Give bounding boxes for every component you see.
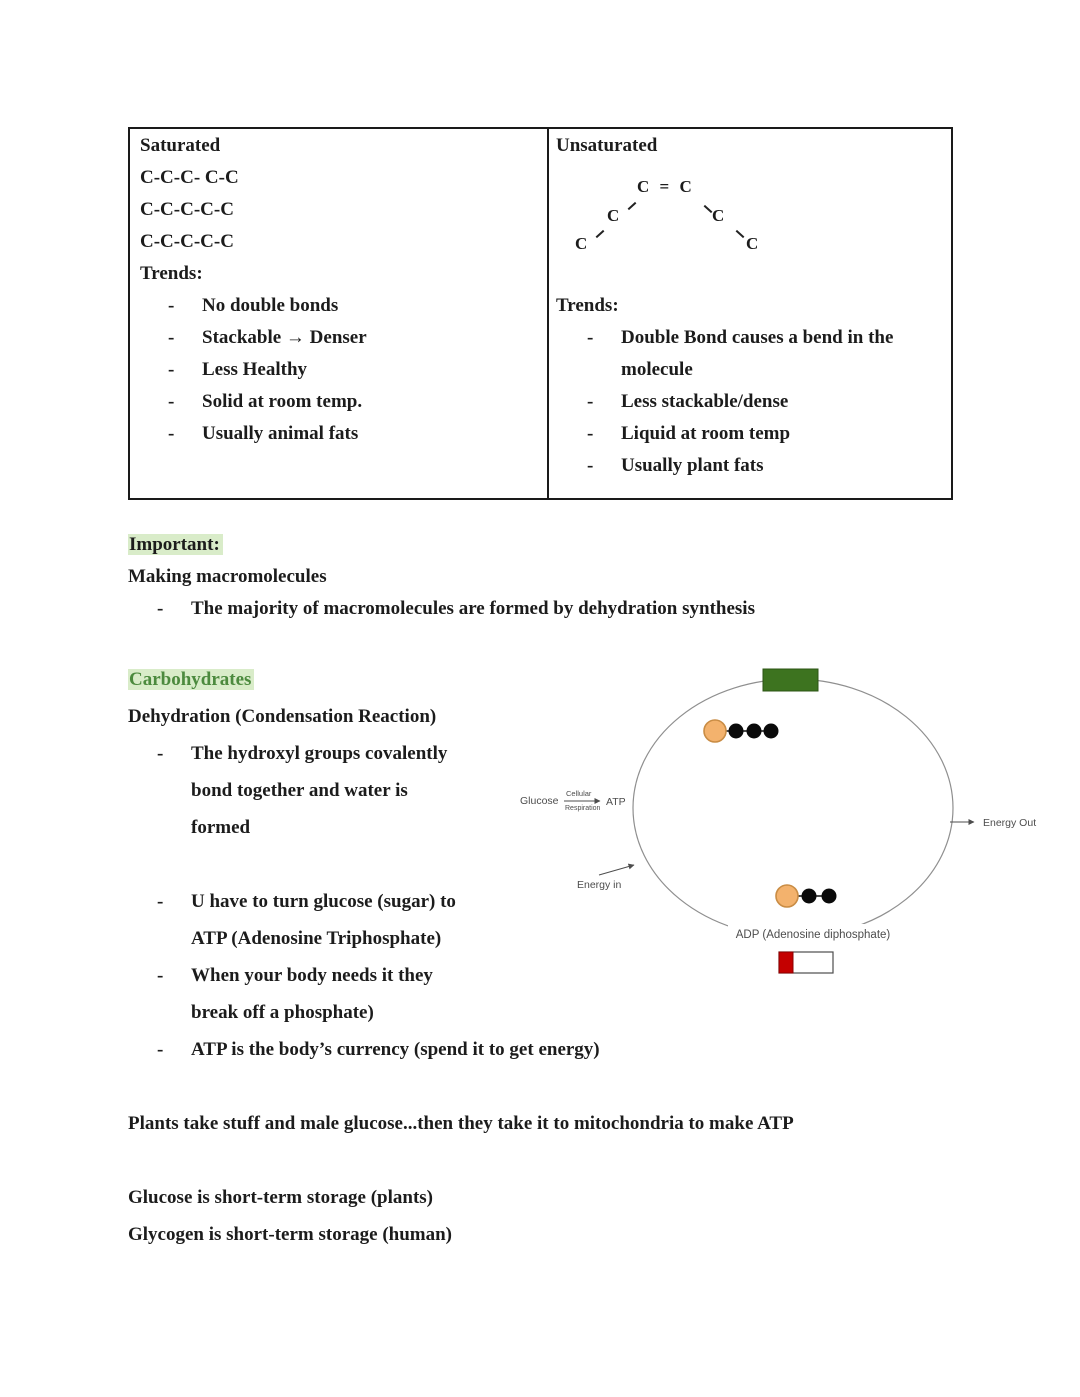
trend-bullet: - Stackable → Denser bbox=[130, 322, 547, 354]
carb-bullet-continuation: ATP (Adenosine Triphosphate) bbox=[191, 928, 442, 949]
molecule-spacer bbox=[549, 162, 951, 290]
adp-molecule bbox=[776, 885, 837, 907]
bullet-dash: - bbox=[587, 327, 594, 348]
energy-in-label bbox=[577, 865, 634, 891]
carb-bullet: - U have to turn glucose (sugar) to bbox=[128, 883, 958, 920]
important-bullet: - The majority of macromolecules are formed by dehydration synthesis bbox=[128, 593, 958, 625]
carb-bullet-continuation: formed bbox=[191, 817, 251, 838]
bullet-dash: - bbox=[157, 965, 164, 986]
glucose-to-atp-label bbox=[520, 789, 626, 812]
spacer bbox=[128, 1068, 958, 1105]
bullet-dash: - bbox=[157, 743, 164, 764]
fats-comparison-table bbox=[128, 127, 953, 500]
carb-bullet: - When your body needs it they bbox=[128, 957, 958, 994]
bullet-dash: - bbox=[157, 891, 164, 912]
phosphate-dot bbox=[729, 724, 744, 739]
molecule-carbon: C bbox=[607, 206, 620, 225]
unsaturated-cell bbox=[547, 129, 951, 498]
trend-bullet: - Usually plant fats bbox=[549, 450, 951, 482]
bullet-dash: - bbox=[168, 295, 175, 316]
glycogen-storage-line: Glycogen is short-term storage (human) bbox=[128, 1224, 453, 1245]
trend-bullet: - Double Bond causes a bend in the bbox=[549, 322, 951, 354]
bullet-dash: - bbox=[587, 455, 594, 476]
energy-out-label bbox=[950, 817, 1036, 829]
bullet-dash: - bbox=[168, 391, 175, 412]
saturated-cell bbox=[130, 129, 547, 498]
energy-out-text: Energy Out bbox=[983, 817, 1037, 829]
trend-bullet: - Usually animal fats bbox=[130, 418, 547, 450]
atp-label: ATP bbox=[606, 796, 626, 808]
adenosine-circle bbox=[704, 720, 726, 742]
glucose-label: Glucose bbox=[520, 795, 559, 807]
molecule-double-bond: C = C bbox=[637, 177, 695, 196]
glucose-green-box bbox=[763, 669, 818, 691]
important-section bbox=[128, 529, 958, 625]
bullet-dash: - bbox=[168, 423, 175, 444]
bullet-dash: - bbox=[168, 359, 175, 380]
phosphate-dot bbox=[747, 724, 762, 739]
spacer bbox=[128, 1142, 958, 1179]
phosphate-dot bbox=[764, 724, 779, 739]
energy-in-text: Energy in bbox=[577, 879, 622, 891]
bullet-dash: - bbox=[168, 327, 175, 348]
trend-bullet: - No double bonds bbox=[130, 290, 547, 322]
phosphate-dot bbox=[822, 889, 837, 904]
trend-bullet: - Liquid at room temp bbox=[549, 418, 951, 450]
carb-bullet-continuation: bond together and water is bbox=[191, 780, 408, 801]
trend-bullet-continuation: molecule bbox=[621, 359, 693, 380]
trend-bullet: - Less Healthy bbox=[130, 354, 547, 386]
trend-bullet: - Less stackable/dense bbox=[549, 386, 951, 418]
saturated-title: Saturated bbox=[140, 135, 221, 156]
dehydration-subheading: Dehydration (Condensation Reaction) bbox=[128, 706, 437, 727]
carbon-chain: C-C-C- C-C bbox=[140, 167, 239, 188]
bullet-dash: - bbox=[157, 1039, 164, 1060]
trends-label: Trends: bbox=[140, 263, 203, 284]
energy-bar bbox=[779, 952, 833, 973]
molecule-carbon: C bbox=[746, 234, 759, 253]
plants-paragraph: Plants take stuff and male glucose...then they take it to mitochondria to make ATP bbox=[128, 1113, 794, 1134]
important-heading bbox=[128, 529, 958, 561]
carbon-chain: C-C-C-C-C bbox=[140, 199, 234, 220]
trends-label: Trends: bbox=[556, 295, 619, 316]
bullet-dash: - bbox=[587, 423, 594, 444]
energy-bar-red-fill bbox=[779, 952, 793, 973]
important-heading-highlight: Important: bbox=[128, 534, 223, 555]
respiration-label: Respiration bbox=[565, 805, 601, 812]
carb-bullet-continuation: break off a phosphate) bbox=[191, 1002, 374, 1023]
molecule-carbon: C bbox=[575, 234, 588, 253]
carb-bullet: - The hydroxyl groups covalently bbox=[128, 735, 958, 772]
bullet-dash: - bbox=[587, 391, 594, 412]
trend-bullet: - Solid at room temp. bbox=[130, 386, 547, 418]
atp-cycle-diagram bbox=[500, 655, 1060, 985]
unsaturated-title: Unsaturated bbox=[556, 135, 658, 156]
carbohydrates-heading-highlight: Carbohydrates bbox=[128, 669, 254, 690]
molecule-carbon: C bbox=[712, 206, 725, 225]
carbon-chain: C-C-C-C-C bbox=[140, 231, 234, 252]
adenosine-circle bbox=[776, 885, 798, 907]
carb-bullet: - ATP is the body’s currency (spend it to get energy) bbox=[128, 1031, 958, 1068]
adp-caption: ADP (Adenosine diphosphate) bbox=[735, 929, 891, 941]
making-macromolecules-line: Making macromolecules bbox=[128, 566, 327, 587]
bullet-dash: - bbox=[157, 598, 164, 619]
cellular-label: Cellular bbox=[566, 789, 592, 798]
phosphate-dot bbox=[802, 889, 817, 904]
energy-in-arrow bbox=[599, 865, 634, 875]
glucose-storage-line: Glucose is short-term storage (plants) bbox=[128, 1187, 434, 1208]
atp-molecule bbox=[704, 720, 779, 742]
